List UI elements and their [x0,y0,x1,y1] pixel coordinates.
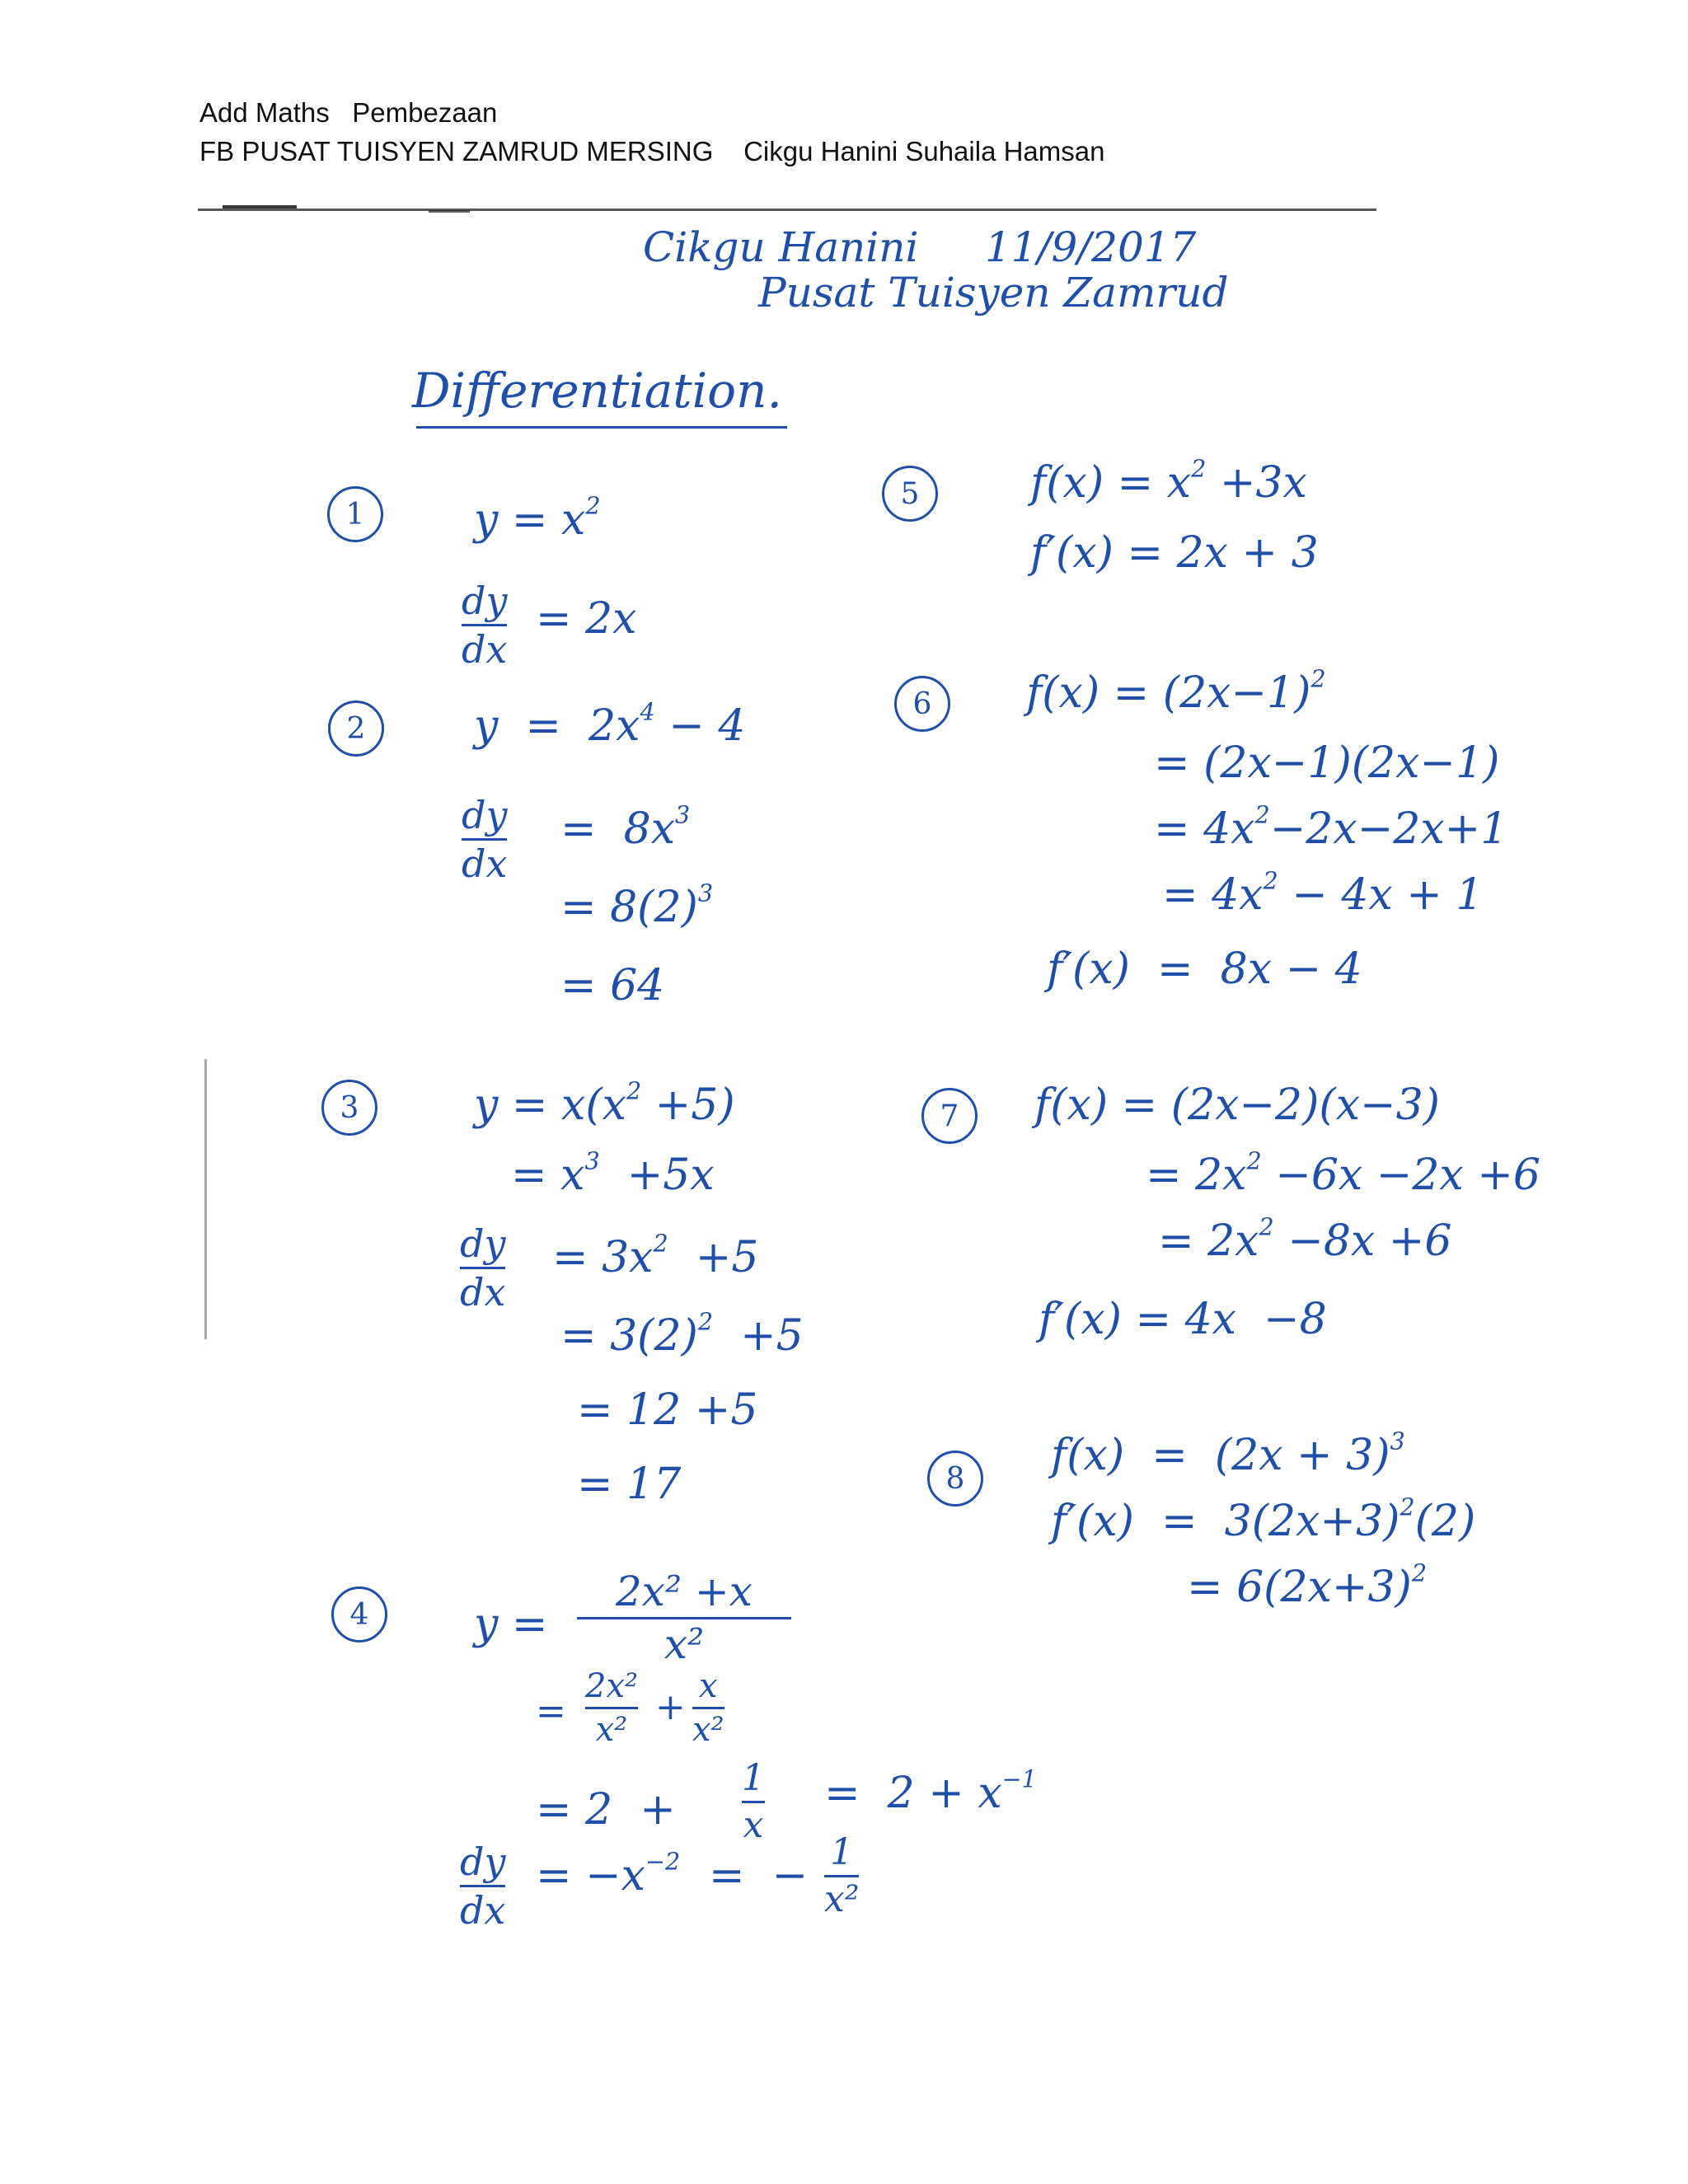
problem-6-derivative: f′(x) = 8x − 4 [1047,944,1362,994]
problem-2-equation: $y = 2x^4 - 4$ [474,697,746,751]
problem-7-function: f(x) = (2x−2)(x−3) [1034,1080,1440,1130]
problem-6-simplified: = $4x^2 - 4x + 1$ [1162,866,1484,920]
title-underline [416,426,787,429]
problem-8-answer: = $6(2x+3)^2$ [1187,1558,1428,1612]
problem-4-split-plus: + [655,1686,686,1728]
problem-4-split-eq: = [536,1690,566,1732]
problem-8-number: 8 [927,1451,983,1507]
problem-3-expanded: = $x^3 +5x$ [511,1146,715,1200]
problem-3-sum: = 12 +5 [577,1385,758,1435]
problem-3-substitution: = $3(2)^2 +5$ [560,1307,804,1361]
problem-5-derivative: f′(x) = 2x + 3 [1030,528,1319,578]
problem-4-result-eq: = − [709,1851,809,1900]
problem-4-power-form: = $2 + x^{-1}$ [824,1765,1037,1818]
problem-2-answer: = 64 [560,961,665,1010]
problem-2-number: 2 [328,701,384,757]
problem-4-split-second: x x² [692,1667,724,1749]
problem-4-result: = $-x^{-2}$ [536,1847,681,1900]
top-rule-mark [223,205,297,209]
problem-1-equation: $y = x^2$ [474,491,601,545]
problem-3-number: 3 [321,1080,377,1136]
problem-2-derivative-symbol: dy dx [462,793,508,887]
problem-8-function: $f(x) = (2x + 3)^3$ [1051,1427,1405,1480]
teacher-name: Cikgu Hanini [643,223,919,271]
problem-5-number: 5 [882,466,938,522]
problem-6-multiply: = $4x^2-2x-2x+1$ [1154,800,1508,854]
problem-6-expand: = (2x−1)(2x−1) [1154,738,1500,788]
problem-7-number: 7 [921,1088,978,1144]
problem-4-result-fraction: 1 x² [824,1831,860,1921]
problem-3-equation: $y = x(x^2 +5)$ [474,1076,735,1130]
top-rule-mark [429,210,470,213]
problem-8-derivative: $f'(x) = 3(2x+3)^2(2)$ [1051,1493,1476,1546]
problem-4-split-first: 2x² x² [585,1667,639,1749]
problem-1-result: = 2x [536,594,637,644]
header-title: Add Maths Pembezaan [199,97,498,128]
note-title: Differentiation. [412,363,782,419]
problem-3-answer: = 17 [577,1460,682,1509]
problem-4-simplified: = 2 + [536,1785,676,1835]
problem-3-derivative-symbol: dy dx [460,1221,506,1315]
top-rule [198,209,1376,211]
problem-1-derivative-symbol: dy dx [462,579,508,673]
problem-2-result: = $8x^3$ [560,800,691,854]
problem-4-simplified-fraction: 1 x [742,1757,765,1847]
problem-2-substitution: = $8(2)^3$ [560,879,714,932]
problem-1-number: 1 [327,486,383,542]
header-subtitle: FB PUSAT TUISYEN ZAMRUD MERSING Cikgu Hanini Suhaila Hamsan [199,136,1105,166]
problem-4-fraction: 2x² +x x² [577,1570,791,1666]
problem-4-number: 4 [331,1586,387,1643]
handwritten-notes [198,194,1540,2172]
problem-7-simplified: = $2x^2 -8x +6$ [1158,1212,1452,1266]
scan-edge [204,1059,207,1339]
tuition-centre: Pusat Tuisyen Zamrud [758,269,1229,316]
problem-7-expand: = $2x^2 -6x -2x +6$ [1146,1146,1540,1200]
problem-5-function: $f(x) = x^2 +3x$ [1030,454,1307,508]
note-date: 11/9/2017 [985,223,1197,271]
problem-7-derivative: f′(x) = 4x −8 [1039,1295,1327,1344]
problem-4-y: y = [474,1600,548,1649]
problem-4-derivative-symbol: dy dx [460,1840,506,1933]
problem-6-number: 6 [894,676,950,732]
problem-3-result: = $3x^2 +5$ [552,1229,759,1282]
problem-6-function: $f(x) = (2x-1)^2$ [1026,664,1326,718]
